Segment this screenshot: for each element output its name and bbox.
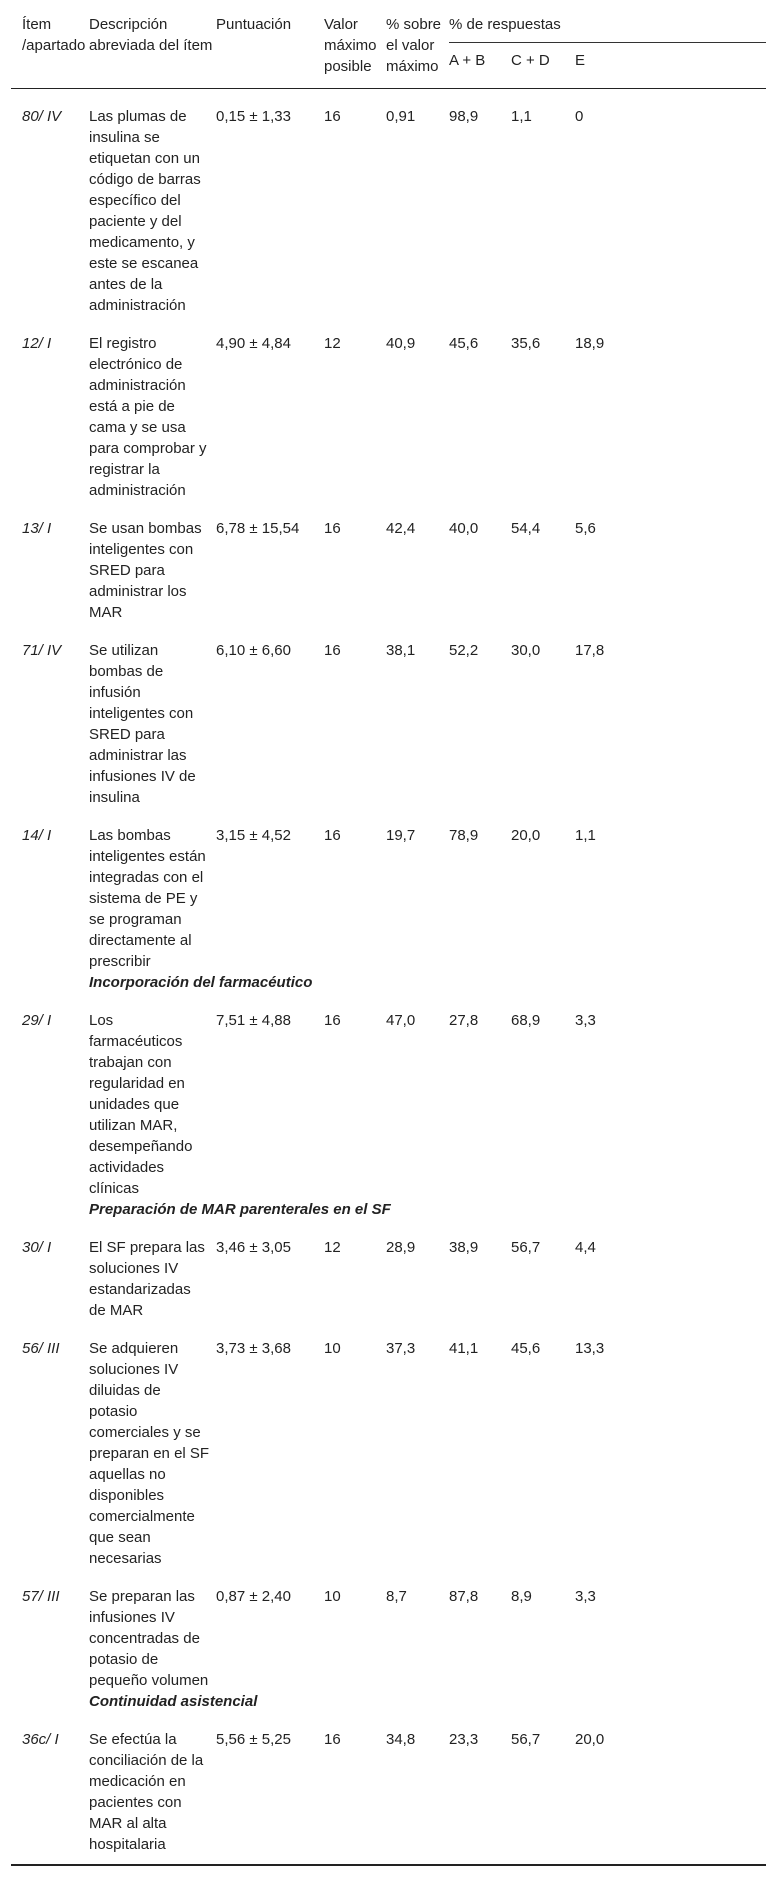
item-description: Se usan bombas inteligentes con SRED para administrar los MAR xyxy=(89,520,202,621)
table-header xyxy=(11,0,766,89)
header-max-value: Valor máximo posible xyxy=(324,0,386,89)
e-percent-cell: 13,3 xyxy=(575,1340,605,1357)
item-description: Se preparan las infusiones IV concentradas de potasio de pequeño volumen xyxy=(89,1588,209,1689)
max-value-cell: 16 xyxy=(324,1012,341,1029)
score-cell: 3,15 ± 4,52 xyxy=(216,827,291,844)
table-row xyxy=(11,1220,766,1321)
item-code: 80/ IV xyxy=(22,108,62,125)
e-percent-cell: 17,8 xyxy=(575,642,605,659)
results-table xyxy=(11,0,766,1866)
section-spacer xyxy=(11,1199,89,1220)
section-row xyxy=(11,1199,766,1220)
item-description: El SF prepara las soluciones IV estandarizadas de MAR xyxy=(89,1239,205,1319)
ab-percent-cell: 52,2 xyxy=(449,642,479,659)
item-description: El registro electrónico de administración está a pie de cama y se usa para comprobar y registrar la administración xyxy=(89,335,207,499)
table-row xyxy=(11,501,766,623)
item-code: 56/ III xyxy=(22,1340,60,1357)
max-value-cell: 16 xyxy=(324,642,341,659)
item-description: Se utilizan bombas de infusión inteligentes con SRED para administrar las infusiones IV de insulina xyxy=(89,642,196,806)
score-cell: 0,87 ± 2,40 xyxy=(216,1588,291,1605)
ab-percent-cell: 23,3 xyxy=(449,1731,479,1748)
item-description: Se adquieren soluciones IV diluidas de potasio comerciales y se preparan en el SF aquellas no disponibles comercialmente que sean necesarias xyxy=(89,1340,210,1567)
table-row xyxy=(11,1321,766,1569)
cd-percent-cell: 30,0 xyxy=(511,642,541,659)
score-cell: 3,46 ± 3,05 xyxy=(216,1239,291,1256)
percent-max-cell: 28,9 xyxy=(386,1239,416,1256)
header-e: E xyxy=(575,43,766,89)
header-ab: A + B xyxy=(449,43,511,89)
cd-percent-cell: 35,6 xyxy=(511,335,541,352)
item-code: 36c/ I xyxy=(22,1731,59,1748)
section-spacer xyxy=(11,1691,89,1712)
cd-percent-cell: 56,7 xyxy=(511,1239,541,1256)
e-percent-cell: 0 xyxy=(575,108,584,125)
percent-max-cell: 42,4 xyxy=(386,520,416,537)
header-score: Puntuación xyxy=(216,0,324,89)
ab-percent-cell: 87,8 xyxy=(449,1588,479,1605)
score-cell: 6,10 ± 6,60 xyxy=(216,642,291,659)
section-heading: Preparación de MAR parenterales en el SF xyxy=(89,1201,391,1218)
item-code: 71/ IV xyxy=(22,642,62,659)
score-cell: 5,56 ± 5,25 xyxy=(216,1731,291,1748)
max-value-cell: 10 xyxy=(324,1340,341,1357)
cd-percent-cell: 8,9 xyxy=(511,1588,532,1605)
percent-max-cell: 0,91 xyxy=(386,108,416,125)
table-row xyxy=(11,1712,766,1865)
data-table-container xyxy=(11,0,766,1866)
e-percent-cell: 5,6 xyxy=(575,520,596,537)
score-cell: 3,73 ± 3,68 xyxy=(216,1340,291,1357)
e-percent-cell: 3,3 xyxy=(575,1588,596,1605)
item-code: 14/ I xyxy=(22,827,52,844)
item-code: 29/ I xyxy=(22,1012,52,1029)
cd-percent-cell: 45,6 xyxy=(511,1340,541,1357)
ab-percent-cell: 27,8 xyxy=(449,1012,479,1029)
section-row xyxy=(11,1691,766,1712)
max-value-cell: 16 xyxy=(324,108,341,125)
header-item: Ítem /apartado xyxy=(11,0,89,89)
score-cell: 0,15 ± 1,33 xyxy=(216,108,291,125)
item-code: 13/ I xyxy=(22,520,52,537)
ab-percent-cell: 41,1 xyxy=(449,1340,479,1357)
e-percent-cell: 20,0 xyxy=(575,1731,605,1748)
section-spacer xyxy=(11,972,89,993)
header-percent-max: % sobre el valor máximo xyxy=(386,0,449,89)
item-description: Los farmacéuticos trabajan con regularidad en unidades que utilizan MAR, desempeñando actividades clínicas xyxy=(89,1012,193,1197)
e-percent-cell: 18,9 xyxy=(575,335,605,352)
ab-percent-cell: 38,9 xyxy=(449,1239,479,1256)
table-row xyxy=(11,89,766,317)
item-description: Las bombas inteligentes están integradas con el sistema de PE y se programan directamente al prescribir xyxy=(89,827,206,970)
max-value-cell: 16 xyxy=(324,520,341,537)
section-row xyxy=(11,972,766,993)
section-heading: Incorporación del farmacéutico xyxy=(89,974,313,991)
section-heading: Continuidad asistencial xyxy=(89,1693,258,1710)
ab-percent-cell: 78,9 xyxy=(449,827,479,844)
header-cd: C + D xyxy=(511,43,575,89)
table-row xyxy=(11,623,766,808)
percent-max-cell: 19,7 xyxy=(386,827,416,844)
item-description: Se efectúa la conciliación de la medicación en pacientes con MAR al alta hospitalaria xyxy=(89,1731,204,1853)
ab-percent-cell: 40,0 xyxy=(449,520,479,537)
percent-max-cell: 47,0 xyxy=(386,1012,416,1029)
percent-max-cell: 34,8 xyxy=(386,1731,416,1748)
percent-max-cell: 40,9 xyxy=(386,335,416,352)
cd-percent-cell: 1,1 xyxy=(511,108,532,125)
table-row xyxy=(11,316,766,501)
max-value-cell: 16 xyxy=(324,827,341,844)
e-percent-cell: 4,4 xyxy=(575,1239,596,1256)
table-row xyxy=(11,808,766,972)
cd-percent-cell: 56,7 xyxy=(511,1731,541,1748)
percent-max-cell: 38,1 xyxy=(386,642,416,659)
item-code: 30/ I xyxy=(22,1239,52,1256)
table-row xyxy=(11,993,766,1199)
score-cell: 4,90 ± 4,84 xyxy=(216,335,291,352)
max-value-cell: 12 xyxy=(324,335,341,352)
score-cell: 7,51 ± 4,88 xyxy=(216,1012,291,1029)
item-description: Las plumas de insulina se etiquetan con un código de barras específico del paciente y del medicamento, y este se escanea antes de la administración xyxy=(89,108,201,314)
ab-percent-cell: 45,6 xyxy=(449,335,479,352)
table-row xyxy=(11,1569,766,1691)
e-percent-cell: 1,1 xyxy=(575,827,596,844)
cd-percent-cell: 20,0 xyxy=(511,827,541,844)
item-code: 12/ I xyxy=(22,335,52,352)
max-value-cell: 16 xyxy=(324,1731,341,1748)
header-description: Descripción abreviada del ítem xyxy=(89,0,216,89)
percent-max-cell: 8,7 xyxy=(386,1588,407,1605)
cd-percent-cell: 68,9 xyxy=(511,1012,541,1029)
header-responses-group: % de respuestas xyxy=(449,16,561,33)
score-cell: 6,78 ± 15,54 xyxy=(216,520,300,537)
percent-max-cell: 37,3 xyxy=(386,1340,416,1357)
ab-percent-cell: 98,9 xyxy=(449,108,479,125)
e-percent-cell: 3,3 xyxy=(575,1012,596,1029)
table-body xyxy=(11,89,766,1866)
max-value-cell: 12 xyxy=(324,1239,341,1256)
max-value-cell: 10 xyxy=(324,1588,341,1605)
cd-percent-cell: 54,4 xyxy=(511,520,541,537)
table-bottom-rule xyxy=(11,1865,766,1866)
item-code: 57/ III xyxy=(22,1588,60,1605)
